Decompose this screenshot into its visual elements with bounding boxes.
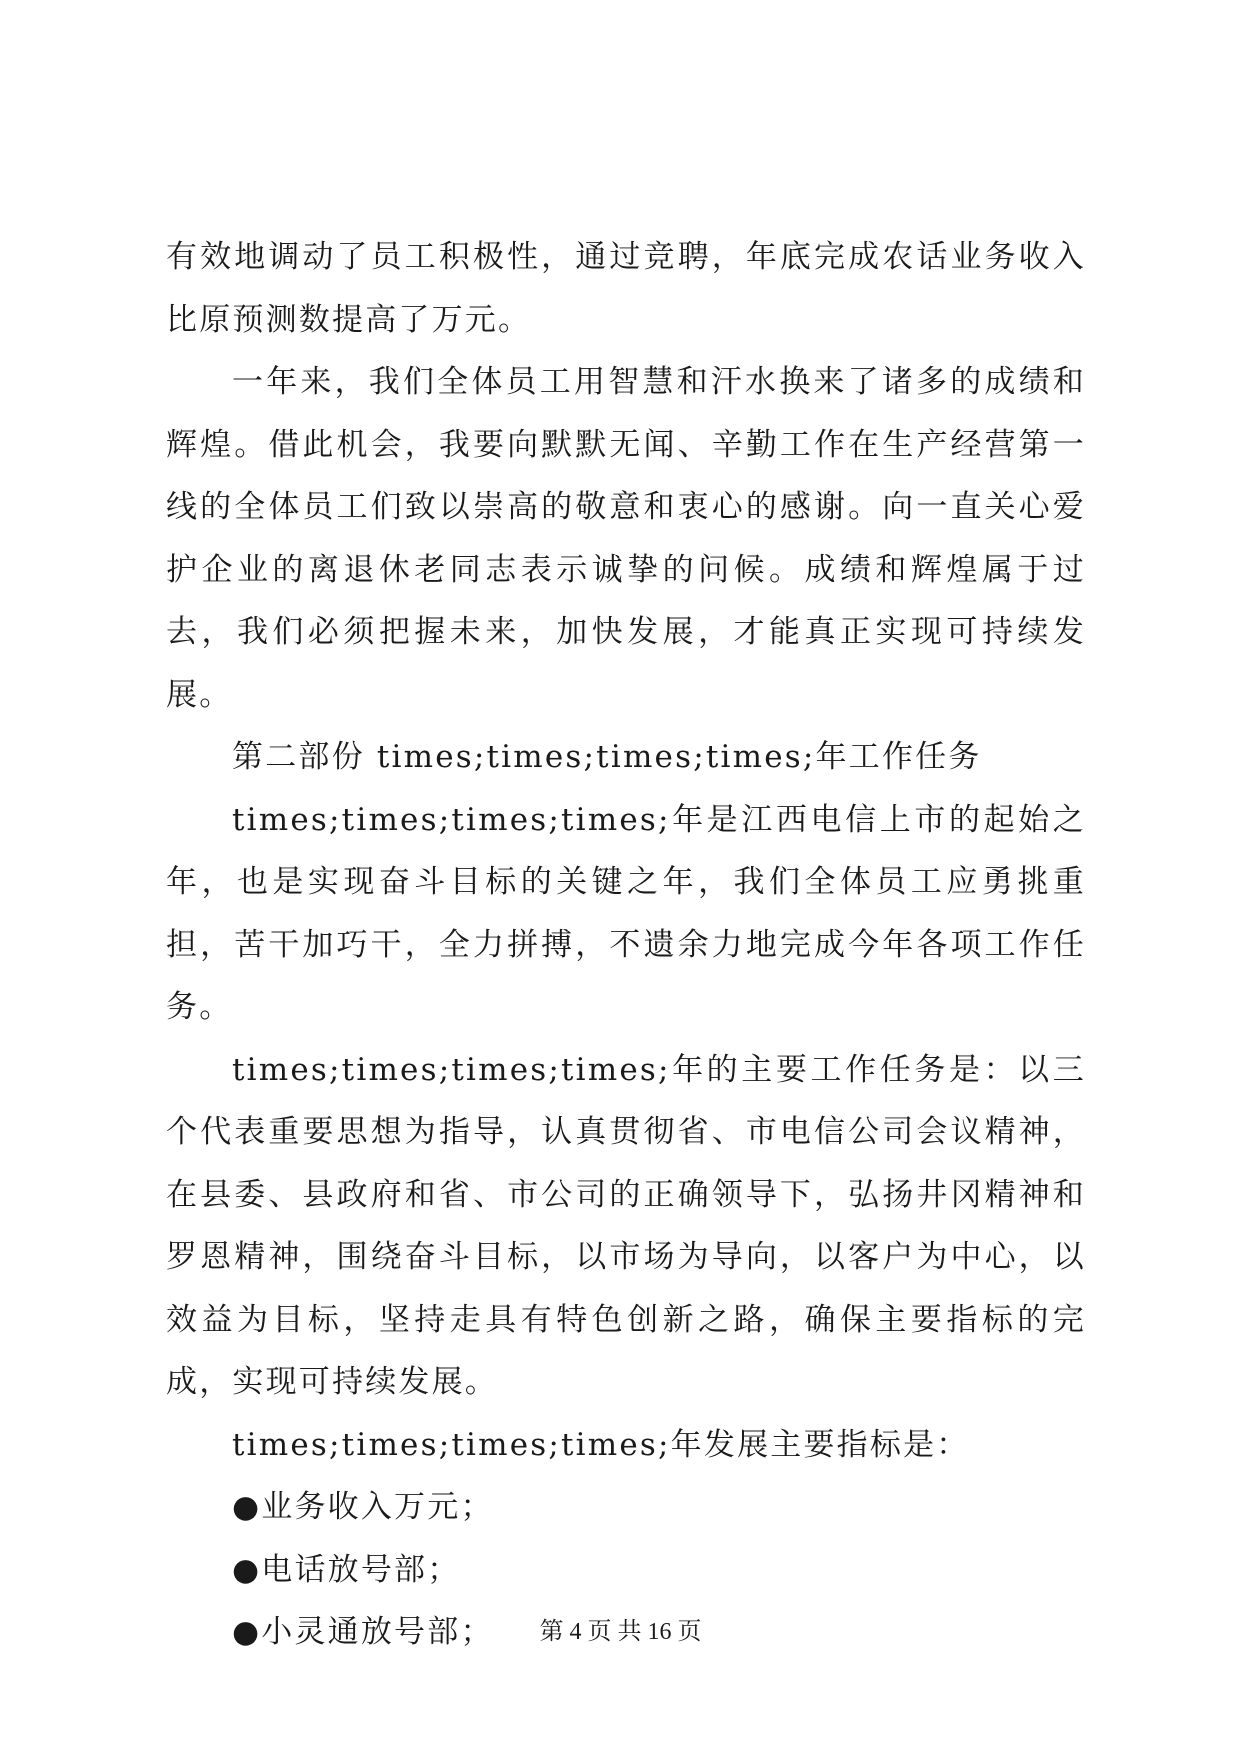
- page-footer: 第 4 页 共 16 页: [539, 1619, 702, 1645]
- document-body: [166, 226, 1086, 1664]
- bullet-item-phs: ●小灵通放号部；: [232, 1614, 494, 1650]
- bullet-item-phone: ●电话放号部；: [232, 1551, 461, 1588]
- paragraph-1: 有效地调动了员工积极性，通过竞聘，年底完成农话业务收入比原预测数提高了万元。: [166, 239, 1086, 338]
- paragraph-5: times;times;times;times;年的主要工作任务是：以三个代表重要思想为指导，认真贯彻省、市电信公司会议精神，在县委、县政府和省、市公司的正确领导下，弘扬井冈精神和罗恩精神，围绕奋斗目标，以市场为导向，以客户为中心，以效益为目标，坚持走具有特色创新之路，确保主要指标的完成，实现可持续发展。: [166, 1051, 1086, 1400]
- paragraph-2: 一年来，我们全体员工用智慧和汗水换来了诸多的成绩和辉煌。借此机会，我要向默默无闻、辛勤工作在生产经营第一线的全体员工们致以崇高的敬意和衷心的感谢。向一直关心爱护企业的离退休老同志表示诚挚的问候。成绩和辉煌属于过去，我们必须把握未来，加快发展，才能真正实现可持续发展。: [166, 364, 1086, 713]
- indicators-intro: times;times;times;times;年发展主要指标是：: [232, 1426, 970, 1463]
- section-heading: 第二部份 times;times;times;times;年工作任务: [232, 739, 982, 775]
- paragraph-4: times;times;times;times;年是江西电信上市的起始之年，也是实现奋斗目标的关键之年，我们全体员工应勇挑重担，苦干加巧干，全力拼搏，不遗余力地完成今年各项工作任务。: [166, 801, 1086, 1025]
- bullet-item-revenue: ●业务收入万元；: [232, 1489, 494, 1525]
